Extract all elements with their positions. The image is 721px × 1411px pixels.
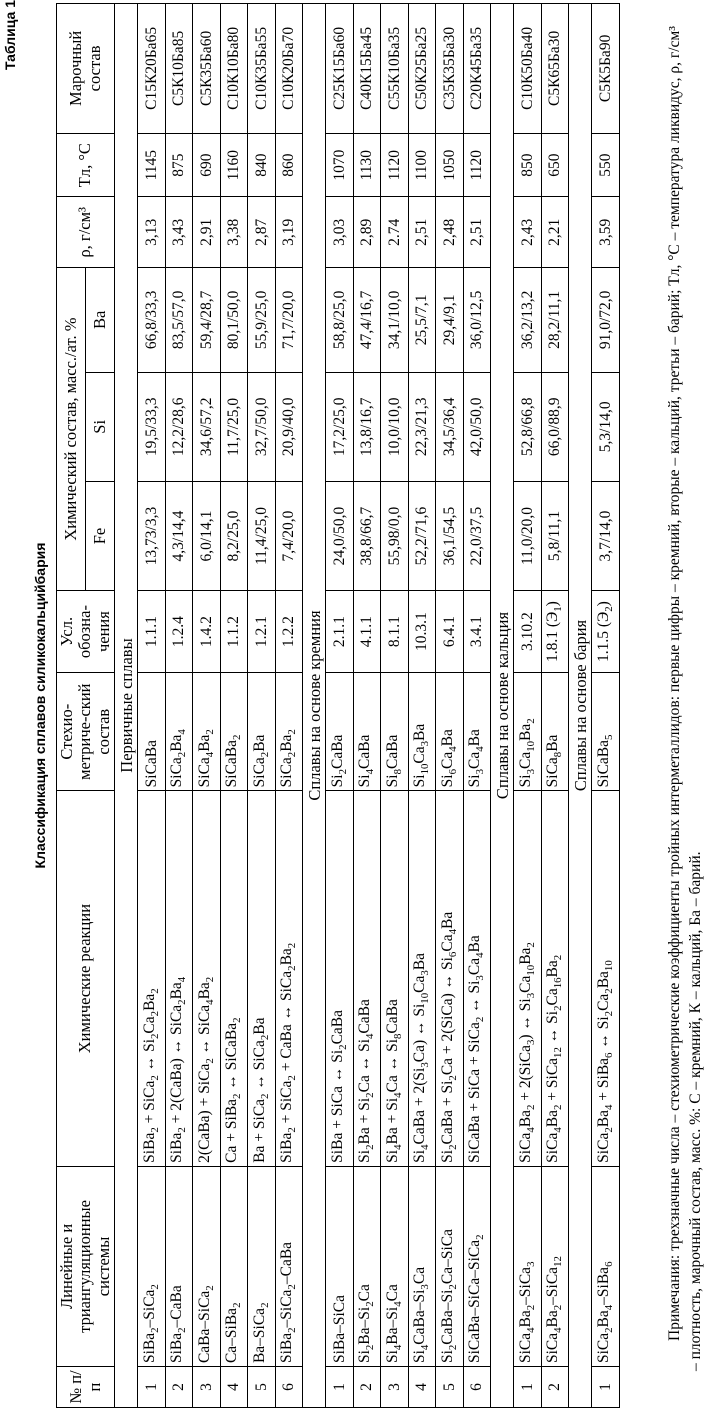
row-reaction: $SiCa_4Ba_2$ + 2(SiCa$_3$) ↔ $Si_3Ca_{10}Ba_2$ bbox=[514, 791, 542, 1166]
table-row bbox=[353, 4, 381, 1408]
row-designation: 10.3.1 bbox=[408, 591, 436, 673]
row-stoich: SiCaBa bbox=[138, 673, 166, 791]
table-row bbox=[514, 4, 542, 1408]
row-tl: 1120 bbox=[381, 133, 409, 197]
row-grade: С15К20Ба65 bbox=[138, 4, 166, 134]
row-rho: 3,38 bbox=[220, 197, 248, 268]
row-grade: С5К10Ба85 bbox=[165, 4, 193, 134]
row-reaction: SiBa + SiCa ↔ $Si_2CaBa$ bbox=[326, 791, 354, 1166]
row-stoich: $SiCa_4Ba_2$ bbox=[193, 673, 221, 791]
row-system: $Si_2Ba-Si_2Ca$ bbox=[353, 1166, 381, 1366]
row-fe: 11,4/25,0 bbox=[248, 481, 276, 590]
row-num: 2 bbox=[353, 1367, 381, 1408]
row-system: SiCaBa–SiCa–SiCa$_2$ bbox=[463, 1166, 491, 1366]
row-reaction: $Si_4CaBa + 2(Si_3Ca)$ ↔ $Si_{10}Ca_3Ba$ bbox=[408, 791, 436, 1166]
header-systems: Линейные и триангуляционные системы bbox=[57, 1166, 115, 1366]
table-row bbox=[463, 4, 491, 1408]
row-ba: 55,9/25,0 bbox=[248, 268, 276, 373]
row-designation: 1.2.2 bbox=[275, 591, 303, 673]
row-reaction: $Si_2Ba + Si_2Ca$ ↔ $Si_4CaBa$ bbox=[353, 791, 381, 1166]
row-designation: 8.1.1 bbox=[381, 591, 409, 673]
row-ba: 47,4/16,7 bbox=[353, 268, 381, 373]
header-stoich: Стехио-метриче-ский состав bbox=[57, 673, 115, 791]
row-designation: 1.2.1 bbox=[248, 591, 276, 673]
row-num: 4 bbox=[220, 1367, 248, 1408]
row-designation: 1.1.2 bbox=[220, 591, 248, 673]
row-system: $Si_4CaBa-Si_3Ca$ bbox=[408, 1166, 436, 1366]
row-designation: 2.1.1 bbox=[326, 591, 354, 673]
row-system: SiBa–SiCa bbox=[326, 1166, 354, 1366]
row-fe: 11,0/20,0 bbox=[514, 481, 542, 590]
row-system: CaBa–SiCa$_2$ bbox=[193, 1166, 221, 1366]
row-designation: 1.4.2 bbox=[193, 591, 221, 673]
row-designation: 1.1.1 bbox=[138, 591, 166, 673]
header-num: № п/п bbox=[57, 1367, 115, 1408]
row-fe: 24,0/50,0 bbox=[326, 481, 354, 590]
row-tl: 1160 bbox=[220, 133, 248, 197]
row-reaction: $Si_2CaBa + Si_2Ca$ + 2(SiCa) ↔ $Si_6Ca_4Ba$ bbox=[436, 791, 464, 1166]
row-tl: 690 bbox=[193, 133, 221, 197]
row-reaction: $SiCa_4Ba_2$ + SiCa$_{12}$ ↔ $Si_2Ca_{16}Ba_2$ bbox=[541, 791, 569, 1166]
row-num: 5 bbox=[436, 1367, 464, 1408]
row-si: 32,7/50,0 bbox=[248, 372, 276, 481]
table-row bbox=[138, 4, 166, 1408]
row-ba: 36,2/13,2 bbox=[514, 268, 542, 373]
row-system: Ba–SiCa$_2$ bbox=[248, 1166, 276, 1366]
row-stoich: SiCa$_8$Ba bbox=[541, 673, 569, 791]
row-system: SiBa$_2$–SiCa$_2$ bbox=[138, 1166, 166, 1366]
row-rho: 2,91 bbox=[193, 197, 221, 268]
row-grade: С5К65Ба30 bbox=[541, 4, 569, 134]
row-ba: 36,0/12,5 bbox=[463, 268, 491, 373]
row-fe: 4,3/14,4 bbox=[165, 481, 193, 590]
header-grade: Марочный состав bbox=[57, 4, 115, 134]
row-reaction: Ba + SiCa$_2$ ↔ SiCa$_2$Ba bbox=[248, 791, 276, 1166]
row-si: 34,6/57,2 bbox=[193, 372, 221, 481]
row-stoich: $SiCa_2Ba_4$ bbox=[165, 673, 193, 791]
row-ba: 66,8/33,3 bbox=[138, 268, 166, 373]
header-row bbox=[57, 4, 86, 1408]
row-designation: 1.8.1 $(Э_1)$ bbox=[541, 591, 569, 673]
row-ba: 83,5/57,0 bbox=[165, 268, 193, 373]
table-row bbox=[193, 4, 221, 1408]
row-tl: 1050 bbox=[436, 133, 464, 197]
row-grade: С10К35Ба55 bbox=[248, 4, 276, 134]
row-rho: 2,51 bbox=[463, 197, 491, 268]
table-row bbox=[165, 4, 193, 1408]
row-stoich: SiCa$_2$Ba bbox=[248, 673, 276, 791]
row-system: $Si_4Ba-Si_4Ca$ bbox=[381, 1166, 409, 1366]
header-designation: Усл. обозна-чения bbox=[57, 591, 115, 673]
row-num: 1 bbox=[592, 1367, 620, 1408]
row-stoich: $Si_4CaBa$ bbox=[353, 673, 381, 791]
row-fe: 36,1/54,5 bbox=[436, 481, 464, 590]
row-si: 20,9/40,0 bbox=[275, 372, 303, 481]
row-si: 52,8/66,8 bbox=[514, 372, 542, 481]
row-num: 2 bbox=[165, 1367, 193, 1408]
row-system: Ca–SiBa$_2$ bbox=[220, 1166, 248, 1366]
row-grade: С55К10Ба35 bbox=[381, 4, 409, 134]
row-num: 2 bbox=[541, 1367, 569, 1408]
row-system: SiBa$_2$–SiCa$_2$–CaBa bbox=[275, 1166, 303, 1366]
row-system: $SiCa_2Ba_4-SiBa_6$ bbox=[592, 1166, 620, 1366]
row-ba: 34,1/10,0 bbox=[381, 268, 409, 373]
row-si: 13,8/16,7 bbox=[353, 372, 381, 481]
section-title: Сплавы на основе кальция bbox=[491, 4, 514, 1408]
row-ba: 28,2/11,1 bbox=[541, 268, 569, 373]
row-si: 17,2/25,0 bbox=[326, 372, 354, 481]
row-rho: 3,43 bbox=[165, 197, 193, 268]
row-rho: 2,87 bbox=[248, 197, 276, 268]
row-grade: С10К10Ба80 bbox=[220, 4, 248, 134]
row-fe: 13,73/3,3 bbox=[138, 481, 166, 590]
row-reaction: SiCaBa + SiCa + SiCa$_2$ ↔ $Si_3Ca_4Ba$ bbox=[463, 791, 491, 1166]
header-reactions: Химические реакции bbox=[57, 791, 115, 1166]
row-fe: 38,8/66,7 bbox=[353, 481, 381, 590]
header-si: Si bbox=[86, 372, 115, 481]
row-tl: 1070 bbox=[326, 133, 354, 197]
row-reaction: Ca + SiBa$_2$ ↔ SiCaBa$_2$ bbox=[220, 791, 248, 1166]
header-tl: Tл, °C bbox=[57, 133, 115, 197]
row-grade: С40К15Ба45 bbox=[353, 4, 381, 134]
row-num: 6 bbox=[463, 1367, 491, 1408]
row-tl: 650 bbox=[541, 133, 569, 197]
table-title: Классификация сплавов силикокальцийбария bbox=[32, 542, 48, 869]
row-system: $Si_2CaBa-Si_2Ca$–SiCa bbox=[436, 1166, 464, 1366]
row-num: 3 bbox=[193, 1367, 221, 1408]
row-fe: 7,4/20,0 bbox=[275, 481, 303, 590]
row-num: 4 bbox=[408, 1367, 436, 1408]
row-si: 12,2/28,6 bbox=[165, 372, 193, 481]
row-fe: 6,0/14,1 bbox=[193, 481, 221, 590]
row-si: 42,0/50,0 bbox=[463, 372, 491, 481]
row-stoich: $Si_{10}Ca_3Ba$ bbox=[408, 673, 436, 791]
row-designation: 3.10.2 bbox=[514, 591, 542, 673]
row-stoich: $Si_6Ca_4Ba$ bbox=[436, 673, 464, 791]
row-num: 1 bbox=[326, 1367, 354, 1408]
row-grade: С25К15Ба60 bbox=[326, 4, 354, 134]
row-si: 22,3/21,3 bbox=[408, 372, 436, 481]
row-grade: С5К5Ба90 bbox=[592, 4, 620, 134]
row-fe: 8,2/25,0 bbox=[220, 481, 248, 590]
row-grade: С35К35Ба30 bbox=[436, 4, 464, 134]
row-rho: 2,51 bbox=[408, 197, 436, 268]
row-stoich: SiCaBa$_2$ bbox=[220, 673, 248, 791]
table-body bbox=[115, 4, 620, 1408]
row-grade: С10К20Ба70 bbox=[275, 4, 303, 134]
row-num: 5 bbox=[248, 1367, 276, 1408]
row-stoich: $Si_2CaBa$ bbox=[326, 673, 354, 791]
row-ba: 59,4/28,7 bbox=[193, 268, 221, 373]
header-rho: ρ, г/см³ bbox=[57, 197, 115, 268]
table-note: Примечания: трехзначные числа – стехиометрические коэффициенты тройных интерметаллидов: первые цифры – кремний, вторые – кальций, третьи – барий; Tл, °C – температура ликвидус, ρ, г/см³ – плотность, марочный состав, масс. %: С – кремний, К – кальций, Ба – барий. bbox=[666, 26, 704, 1371]
row-rho: 2,43 bbox=[514, 197, 542, 268]
row-rho: 2,21 bbox=[541, 197, 569, 268]
row-rho: 3,03 bbox=[326, 197, 354, 268]
row-fe: 5,8/11,1 bbox=[541, 481, 569, 590]
row-stoich: SiCaBa$_5$ bbox=[592, 673, 620, 791]
table-row bbox=[248, 4, 276, 1408]
row-num: 1 bbox=[138, 1367, 166, 1408]
row-rho: 3,13 bbox=[138, 197, 166, 268]
row-fe: 22,0/37,5 bbox=[463, 481, 491, 590]
table-row bbox=[408, 4, 436, 1408]
header-chem: Химический состав, масс./ат. % bbox=[57, 268, 86, 591]
row-si: 34,5/36,4 bbox=[436, 372, 464, 481]
table-row bbox=[541, 4, 569, 1408]
row-tl: 550 bbox=[592, 133, 620, 197]
row-stoich: $Si_3Ca_4Ba$ bbox=[463, 673, 491, 791]
section-row bbox=[491, 4, 514, 1408]
row-tl: 1130 bbox=[353, 133, 381, 197]
row-system: $SiCa_4Ba_2-SiCa_{12}$ bbox=[541, 1166, 569, 1366]
row-grade: С10К50Ба40 bbox=[514, 4, 542, 134]
section-row bbox=[115, 4, 138, 1408]
row-fe: 3,7/14,0 bbox=[592, 481, 620, 590]
row-ba: 71,7/20,0 bbox=[275, 268, 303, 373]
row-reaction: 2(CaBa) + SiCa$_2$ ↔ $SiCa_4Ba_2$ bbox=[193, 791, 221, 1166]
row-num: 3 bbox=[381, 1367, 409, 1408]
row-stoich: $SiCa_2Ba_2$ bbox=[275, 673, 303, 791]
row-stoich: $Si_3Ca_{10}Ba_2$ bbox=[514, 673, 542, 791]
row-tl: 850 bbox=[514, 133, 542, 197]
row-grade: С50К25Ба25 bbox=[408, 4, 436, 134]
row-rho: 2.74 bbox=[381, 197, 409, 268]
row-tl: 860 bbox=[275, 133, 303, 197]
row-designation: 1.2.4 bbox=[165, 591, 193, 673]
alloy-classification-table bbox=[56, 3, 620, 1408]
row-reaction: $SiCa_2Ba_4$ + SiBa$_6$ ↔ $Si_2Ca_2Ba_{10}$ bbox=[592, 791, 620, 1166]
table-row bbox=[326, 4, 354, 1408]
row-num: 1 bbox=[514, 1367, 542, 1408]
row-rho: 3,59 bbox=[592, 197, 620, 268]
table-row bbox=[592, 4, 620, 1408]
row-si: 5,3/14,0 bbox=[592, 372, 620, 481]
row-grade: С20К45Ба35 bbox=[463, 4, 491, 134]
row-reaction: SiBa$_2$ + SiCa$_2$ + CaBa ↔ $SiCa_2Ba_2$ bbox=[275, 791, 303, 1166]
row-si: 10,0/10,0 bbox=[381, 372, 409, 481]
row-designation: 6.4.1 bbox=[436, 591, 464, 673]
table-row bbox=[436, 4, 464, 1408]
row-designation: 4.1.1 bbox=[353, 591, 381, 673]
row-rho: 3,19 bbox=[275, 197, 303, 268]
header-ba: Ba bbox=[86, 268, 115, 373]
row-rho: 2,48 bbox=[436, 197, 464, 268]
row-tl: 1120 bbox=[463, 133, 491, 197]
row-fe: 55,98/0,0 bbox=[381, 481, 409, 590]
row-reaction: SiBa$_2$ + SiCa$_2$ ↔ $Si_2Ca_2Ba_2$ bbox=[138, 791, 166, 1166]
row-reaction: SiBa$_2$ + 2(CaBa) ↔ $SiCa_2Ba_4$ bbox=[165, 791, 193, 1166]
table-row bbox=[220, 4, 248, 1408]
row-tl: 875 bbox=[165, 133, 193, 197]
row-si: 11,7/25,0 bbox=[220, 372, 248, 481]
header-fe: Fe bbox=[86, 481, 115, 590]
table-label: Таблица 1 bbox=[2, 0, 18, 71]
row-ba: 25,5/7,1 bbox=[408, 268, 436, 373]
row-system: $SiCa_4Ba_2-SiCa_3$ bbox=[514, 1166, 542, 1366]
section-title: Первичные сплавы bbox=[115, 4, 138, 1408]
row-system: SiBa$_2$–CaBa bbox=[165, 1166, 193, 1366]
row-ba: 58,8/25,0 bbox=[326, 268, 354, 373]
row-ba: 80,1/50,0 bbox=[220, 268, 248, 373]
row-tl: 840 bbox=[248, 133, 276, 197]
section-title: Сплавы на основе бария bbox=[569, 4, 592, 1408]
row-designation: 1.1.5 $(Э_2)$ bbox=[592, 591, 620, 673]
section-row bbox=[569, 4, 592, 1408]
section-row bbox=[303, 4, 326, 1408]
section-title: Сплавы на основе кремния bbox=[303, 4, 326, 1408]
row-stoich: $Si_8CaBa$ bbox=[381, 673, 409, 791]
row-si: 19,5/33,3 bbox=[138, 372, 166, 481]
row-reaction: $Si_4Ba + Si_4Ca$ ↔ $Si_8CaBa$ bbox=[381, 791, 409, 1166]
row-grade: С5К35Ба60 bbox=[193, 4, 221, 134]
row-rho: 2,89 bbox=[353, 197, 381, 268]
row-si: 66,0/88,9 bbox=[541, 372, 569, 481]
row-ba: 91,0/72,0 bbox=[592, 268, 620, 373]
row-tl: 1100 bbox=[408, 133, 436, 197]
row-ba: 29,4/9,1 bbox=[436, 268, 464, 373]
table-row bbox=[381, 4, 409, 1408]
row-fe: 52,2/71,6 bbox=[408, 481, 436, 590]
row-designation: 3.4.1 bbox=[463, 591, 491, 673]
row-num: 6 bbox=[275, 1367, 303, 1408]
row-tl: 1145 bbox=[138, 133, 166, 197]
table-row bbox=[275, 4, 303, 1408]
